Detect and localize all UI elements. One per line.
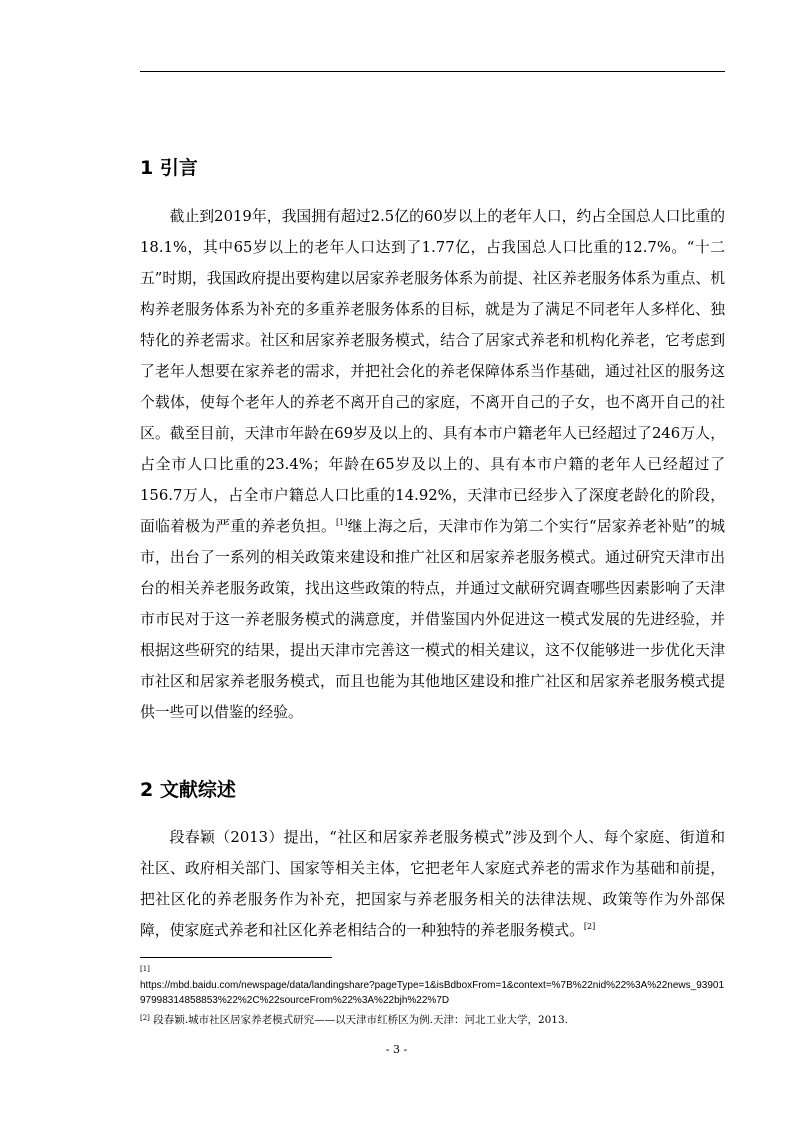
footnote-1-url[interactable]: https://mbd.baidu.com/newspage/data/landingshare?pageType=1&isBdboxFrom=1&context=%7B%22nid%22%3A%22news_9390197998314858853%22%2C%22sourceFrom%22%3A%22bjh%22%7D <box>140 980 725 1006</box>
citation-ref-1: [1] <box>336 518 348 527</box>
footnote-separator <box>140 957 332 958</box>
footnote-1 <box>140 962 725 1008</box>
citation-ref-2: [2] <box>583 922 596 931</box>
section-heading-introduction: 1 引言 <box>140 157 198 179</box>
introduction-text-continued: 继上海之后，天津市作为第二个实行“居家养老补贴”的城市，出台了一系列的相关政策来建设和推广社区和居家养老服务模式。通过研究天津市出台的相关养老服务政策，找出这些政策的特点，并通过文献研究调查哪些因素影响了天津市市民对于这一养老服务模式的满意度，并借鉴国内外促进这一模式发展的先进经验，并根据这些研究的结果，提出天津市完善这一模式的相关建议，这不仅能够进一步优化天津市社区和居家养老服务模式，而且也能为其他地区建设和推广社区和居家养老服务模式提供一些可以借鉴的经验。 <box>140 518 725 721</box>
introduction-text: 截止到2019年，我国拥有超过2.5亿的60岁以上的老年人口，约占全国总人口比重的 18.1%，其中65岁以上的老年人口达到了1.77亿，占我国总人口比重的12.7%。“十二五”时期，我国政府提出要构建以居家养老服务体系为前提、社区养老服务体系为重点、机构养老服务体系为补充的多重养老服务体系的目标，就是为了满足不同老年人多样化、独特化的养老需求。社区和居家养老服务模式，结合了居家式养老和机构化养老，它考虑到了老年人想要在家养老的需求，并把社会化的养老保障体系当作基础，通过社区的服务这个载体，使每个老年人的养老不离开自己的家庭，不离开自己的子女，也不离开自己的社区。截至目前，天津市年龄在69岁及以上的、具有本市户籍老年人已经超过了246万人，占全市人口比重的23.4%；年龄在65岁及以上的、具有本市户籍的老年人已经超过了156.7万人，占全市户籍总人口比重的14.92%，天津市已经步入了深度老龄化的阶段，面临着极为严重的养老负担。 <box>140 208 725 535</box>
footnote-mark-1: [1] <box>140 965 150 973</box>
header-rule <box>140 71 725 72</box>
section-heading-literature-review: 2 文献综述 <box>140 779 236 801</box>
footnote-2 <box>140 1011 725 1027</box>
footnote-2-text: 段春颖.城市社区居家养老模式研究——以天津市红桥区为例.天津：河北工业大学，2013. <box>153 1014 568 1026</box>
page-number: - 3 - <box>385 1043 408 1056</box>
introduction-paragraph <box>140 201 725 728</box>
literature-review-text: 段春颖（2013）提出，“社区和居家养老服务模式”涉及到个人、每个家庭、街道和社区、政府相关部门、国家等相关主体，它把老年人家庭式养老的需求作为基础和前提，把社区化的养老服务作为补充，把国家与养老服务相关的法律法规、政策等作为外部保障，使家庭式养老和社区化养老相结合的一种独特的养老服务模式。 <box>140 829 725 939</box>
footnote-mark-2: [2] <box>140 1014 150 1022</box>
literature-review-paragraph <box>140 822 725 946</box>
